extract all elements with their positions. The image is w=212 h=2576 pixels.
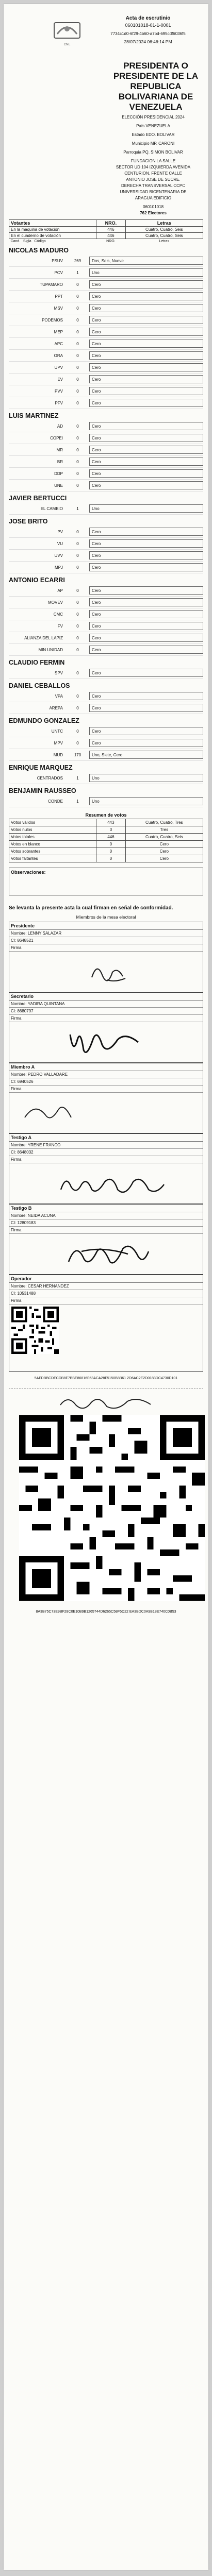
member-name: Nombre: YRENE FRANCO bbox=[9, 1142, 203, 1149]
member-ci: CI: 8648032 bbox=[9, 1149, 203, 1156]
election-name: ELECCIÓN PRESIDENCIAL 2024 bbox=[122, 115, 185, 120]
legal-text: Se levanta la presente acta la cual firman en señal de conformidad. bbox=[9, 905, 173, 911]
party-votes-letters: Cero bbox=[89, 351, 203, 360]
country: País VENEZUELA bbox=[136, 124, 170, 128]
party-code: PSUV bbox=[52, 258, 63, 263]
table-row: En la maquina de votación 446 Cuatro, Cuatro, Seis bbox=[9, 227, 203, 233]
party-votes: 0 bbox=[76, 400, 79, 405]
member-firma-label: Firma bbox=[9, 944, 203, 952]
party-votes-letters: Cero bbox=[89, 528, 203, 536]
party-votes-letters: Uno bbox=[89, 774, 203, 782]
member-role: Testigo A bbox=[9, 1134, 203, 1142]
party-votes-letters: Cero bbox=[89, 340, 203, 348]
party-row bbox=[9, 702, 203, 714]
party-votes: 0 bbox=[76, 471, 79, 476]
header bbox=[4, 4, 208, 61]
acta-datetime: 28/07/2024 06:46:14 PM bbox=[124, 39, 172, 44]
member-testigo-b bbox=[9, 1204, 203, 1275]
qr-code-icon bbox=[11, 1307, 59, 1354]
party-votes-letters: Cero bbox=[89, 469, 203, 478]
party-votes-letters: Cero bbox=[89, 551, 203, 560]
party-row bbox=[9, 397, 203, 409]
party-code: MPV bbox=[54, 740, 63, 745]
signature bbox=[9, 952, 203, 992]
large-qr-code-icon bbox=[19, 1413, 205, 1603]
center-code: 060101018 bbox=[142, 205, 164, 209]
party-row bbox=[9, 772, 203, 784]
party-votes-letters: Cero bbox=[89, 280, 203, 289]
party-row bbox=[9, 632, 203, 644]
party-votes: 269 bbox=[74, 258, 81, 263]
party-votes: 0 bbox=[76, 329, 79, 334]
state: Estado EDO. BOLIVAR bbox=[132, 132, 175, 137]
party-row bbox=[9, 690, 203, 702]
cne-logo bbox=[53, 19, 81, 42]
party-code: UVV bbox=[54, 553, 63, 558]
party-row bbox=[9, 385, 203, 397]
party-row bbox=[9, 480, 203, 492]
party-code: PVV bbox=[54, 388, 63, 394]
party-votes: 0 bbox=[76, 423, 79, 429]
party-row bbox=[9, 620, 203, 632]
member-name: Nombre: CESAR HERNANDEZ bbox=[9, 1283, 203, 1290]
party-row bbox=[9, 302, 203, 314]
party-votes: 0 bbox=[76, 341, 79, 346]
member-miembro-a bbox=[9, 1063, 203, 1133]
table-row: Votos válidos 443 Cuatro, Cuatro, Tres bbox=[9, 819, 203, 826]
party-votes-letters: Cero bbox=[89, 739, 203, 747]
municipality: Municipio MP. CARONI bbox=[132, 141, 175, 146]
party-row bbox=[9, 644, 203, 656]
party-votes: 0 bbox=[76, 459, 79, 464]
candidate-name: ANTONIO ECARRI bbox=[9, 577, 65, 584]
party-row bbox=[9, 550, 203, 562]
member-firma-label: Firma bbox=[9, 1156, 203, 1163]
member-role: Presidente bbox=[9, 922, 203, 930]
candidate-name: BENJAMIN RAUSSEO bbox=[9, 787, 76, 794]
party-votes-letters: Cero bbox=[89, 610, 203, 618]
table-row: Votos faltantes 0 Cero bbox=[9, 855, 203, 862]
mesa-title: Miembros de la mesa electoral bbox=[76, 914, 136, 920]
observaciones-box: Observaciones: bbox=[9, 868, 203, 895]
party-votes-letters: Cero bbox=[89, 727, 203, 735]
party-code: UPV bbox=[54, 365, 63, 370]
party-row bbox=[9, 255, 203, 267]
acta-number: 060101018-01-1-0001 bbox=[125, 23, 171, 28]
member-ci: CI: 8648521 bbox=[9, 937, 203, 944]
member-ci: CI: 8680797 bbox=[9, 1008, 203, 1015]
party-votes-letters: Cero bbox=[89, 292, 203, 300]
party-votes: 1 bbox=[76, 270, 79, 275]
party-votes-letters: Uno bbox=[89, 504, 203, 513]
party-votes-letters: Cero bbox=[89, 586, 203, 595]
party-row bbox=[9, 503, 203, 515]
party-code: MIN UNIDAD bbox=[38, 647, 63, 652]
party-votes-letters: Cero bbox=[89, 634, 203, 642]
party-code: MPJ bbox=[55, 565, 63, 570]
party-code: ORA bbox=[54, 353, 63, 358]
party-votes-letters: Cero bbox=[89, 328, 203, 336]
party-code: VU bbox=[57, 541, 63, 546]
party-row bbox=[9, 267, 203, 279]
party-votes-letters: Uno, Siete, Cero bbox=[89, 751, 203, 759]
party-votes-letters: Cero bbox=[89, 598, 203, 606]
party-votes: 0 bbox=[76, 282, 79, 287]
party-votes: 0 bbox=[76, 647, 79, 652]
party-row bbox=[9, 420, 203, 432]
resumen-table bbox=[9, 819, 203, 862]
acta-paper bbox=[4, 4, 208, 2570]
party-code: SPV bbox=[54, 670, 63, 675]
party-code: EL CAMBIO bbox=[40, 506, 63, 511]
party-votes: 0 bbox=[76, 447, 79, 452]
party-code: UNE bbox=[54, 483, 63, 488]
party-code: CMC bbox=[53, 612, 63, 617]
party-votes-letters: Cero bbox=[89, 646, 203, 654]
member-firma-label: Firma bbox=[9, 1015, 203, 1022]
member-role: Operador bbox=[9, 1275, 203, 1283]
party-code: ALIANZA DEL LAPIZ bbox=[24, 635, 63, 640]
party-votes-letters: Cero bbox=[89, 539, 203, 548]
party-votes: 0 bbox=[76, 553, 79, 558]
party-votes-letters: Cero bbox=[89, 457, 203, 466]
party-votes: 0 bbox=[76, 670, 79, 675]
votantes-table: Votantes NRO. Letras En la maquina de votación 446 Cuatro, Cuatro, Seis En el cuaderno de votación 446 Cuatro, Cuatro, Seis Cand. Sigla Código NRO. Letras bbox=[9, 219, 203, 244]
candidate-name: NICOLAS MADURO bbox=[9, 247, 69, 254]
party-votes: 0 bbox=[76, 353, 79, 358]
member-secretario bbox=[9, 992, 203, 1063]
party-row bbox=[9, 725, 203, 737]
party-votes: 170 bbox=[74, 752, 81, 757]
party-code: MEP bbox=[54, 329, 63, 334]
party-row bbox=[9, 585, 203, 597]
party-code: PPT bbox=[55, 294, 63, 299]
center-name: FUNDACION LA SALLE SECTOR UD 104 IZQUIERDA AVENIDA CENTURION. FRENTE CALLE ANTONIO JOSE DE SUCRE. DERECHA TRANSVERSAL CCPC UNIVERSIDAD BICENTENARIA DE ARAGUA EDIFICIO bbox=[116, 159, 191, 200]
party-row bbox=[9, 468, 203, 480]
electores: 762 Electores bbox=[140, 211, 167, 215]
table-row: Votos totales 446 Cuatro, Cuatro, Seis bbox=[9, 834, 203, 841]
party-code: COPEI bbox=[50, 435, 63, 440]
party-code: AREPA bbox=[49, 705, 63, 710]
party-votes: 0 bbox=[76, 565, 79, 570]
party-code: FV bbox=[57, 623, 63, 629]
hash-1: 5AFDBBCDECDB8F7BBE86816F63ACA28F5150B8B61 2D6AC2E2D0183DC4730D101 bbox=[34, 1377, 178, 1380]
member-testigo-a bbox=[9, 1133, 203, 1204]
party-votes-letters: Cero bbox=[89, 434, 203, 442]
acta-label: Acta de escrutinio bbox=[125, 15, 171, 21]
party-code: PV bbox=[57, 529, 63, 534]
party-votes: 1 bbox=[76, 799, 79, 804]
party-votes: 1 bbox=[76, 775, 79, 781]
party-row bbox=[9, 432, 203, 444]
party-votes-letters: Cero bbox=[89, 692, 203, 700]
party-code: EV bbox=[57, 377, 63, 382]
candidate-name: CLAUDIO FERMIN bbox=[9, 659, 65, 666]
table-row: Votos en blanco 0 Cero bbox=[9, 841, 203, 848]
party-row bbox=[9, 374, 203, 385]
party-row bbox=[9, 279, 203, 291]
party-row bbox=[9, 749, 203, 761]
party-votes-letters: Cero bbox=[89, 422, 203, 430]
acta-codes: 7734c1d0-6f29-4b60-a7bd-695cdf6036f5 bbox=[110, 31, 186, 36]
party-votes-letters: Cero bbox=[89, 563, 203, 571]
candidate-name: EDMUNDO GONZALEZ bbox=[9, 717, 79, 724]
party-votes: 1 bbox=[76, 506, 79, 511]
party-votes: 0 bbox=[76, 612, 79, 617]
candidates-list bbox=[9, 247, 203, 807]
party-votes: 0 bbox=[76, 705, 79, 710]
party-code: AP bbox=[57, 588, 63, 593]
party-code: AD bbox=[57, 423, 63, 429]
party-votes: 0 bbox=[76, 623, 79, 629]
party-votes: 0 bbox=[76, 306, 79, 311]
parish: Parroquia PQ. SIMON BOLIVAR bbox=[123, 150, 183, 155]
logo-text: CNE bbox=[63, 43, 71, 46]
table-row: Votos sobrantes 0 Cero bbox=[9, 848, 203, 855]
candidate-name: ENRIQUE MARQUEZ bbox=[9, 764, 73, 771]
member-role: Testigo B bbox=[9, 1205, 203, 1212]
party-row bbox=[9, 314, 203, 326]
party-votes: 0 bbox=[76, 483, 79, 488]
member-operador bbox=[9, 1275, 203, 1372]
party-votes-letters: Cero bbox=[89, 316, 203, 324]
party-row bbox=[9, 350, 203, 362]
candidate-name: DANIEL CEBALLOS bbox=[9, 682, 70, 689]
party-row bbox=[9, 456, 203, 468]
party-votes: 0 bbox=[76, 740, 79, 745]
party-code: PODEMOS bbox=[42, 317, 63, 323]
party-votes-letters: Cero bbox=[89, 399, 203, 407]
party-votes-letters: Uno bbox=[89, 268, 203, 277]
party-votes-letters: Cero bbox=[89, 704, 203, 712]
party-row bbox=[9, 608, 203, 620]
party-votes: 0 bbox=[76, 693, 79, 699]
member-ci: CI: 6940526 bbox=[9, 1078, 203, 1086]
signature bbox=[9, 1304, 203, 1371]
member-name: Nombre: YADIRA QUINTANA bbox=[9, 1001, 203, 1008]
party-row bbox=[9, 737, 203, 749]
party-code: MUD bbox=[53, 752, 63, 757]
party-row bbox=[9, 291, 203, 302]
member-ci: CI: 10531488 bbox=[9, 1290, 203, 1297]
party-votes: 0 bbox=[76, 635, 79, 640]
party-row bbox=[9, 526, 203, 538]
table-row: En el cuaderno de votación 446 Cuatro, Cuatro, Seis bbox=[9, 233, 203, 239]
party-votes-letters: Dos, Seis, Nueve bbox=[89, 257, 203, 265]
party-votes: 0 bbox=[76, 435, 79, 440]
party-votes-letters: Cero bbox=[89, 363, 203, 371]
party-votes: 0 bbox=[76, 728, 79, 734]
party-votes-letters: Cero bbox=[89, 622, 203, 630]
resumen-title: Resumen de votos bbox=[85, 812, 127, 818]
party-code: MSV bbox=[54, 306, 63, 311]
party-votes-letters: Cero bbox=[89, 375, 203, 383]
party-code: BR bbox=[57, 459, 63, 464]
party-votes-letters: Cero bbox=[89, 387, 203, 395]
signature bbox=[9, 1234, 203, 1274]
signature bbox=[9, 1163, 203, 1204]
party-code: CENTRADOS bbox=[37, 775, 63, 781]
party-code: APC bbox=[54, 341, 63, 346]
member-presidente bbox=[9, 922, 203, 992]
member-ci: CI: 12809183 bbox=[9, 1219, 203, 1227]
party-votes: 0 bbox=[76, 377, 79, 382]
party-row bbox=[9, 338, 203, 350]
party-row bbox=[9, 326, 203, 338]
party-votes: 0 bbox=[76, 317, 79, 323]
party-code: CONDE bbox=[48, 799, 63, 804]
member-firma-label: Firma bbox=[9, 1297, 203, 1304]
party-votes-letters: Uno bbox=[89, 797, 203, 805]
party-code: PCV bbox=[54, 270, 63, 275]
hash-2: 8A3B75C73E9BF28C0E10B9B1265744D6265C58F5D22 EA3BDC0A9B18E740C0B53 bbox=[36, 1610, 176, 1614]
party-code: MR bbox=[56, 447, 63, 452]
party-votes-letters: Cero bbox=[89, 669, 203, 677]
party-row bbox=[9, 444, 203, 456]
party-votes: 0 bbox=[76, 600, 79, 605]
party-votes: 0 bbox=[76, 294, 79, 299]
candidate-name: LUIS MARTINEZ bbox=[9, 412, 59, 419]
party-code: TUPAMARO bbox=[40, 282, 63, 287]
candidate-name: JAVIER BERTUCCI bbox=[9, 495, 67, 502]
party-votes: 0 bbox=[76, 365, 79, 370]
member-name: Nombre: NEIDA ACUNA bbox=[9, 1212, 203, 1219]
party-code: VPA bbox=[55, 693, 63, 699]
tear-stub bbox=[9, 1388, 203, 1605]
party-row bbox=[9, 597, 203, 608]
party-row bbox=[9, 795, 203, 807]
party-code: DDP bbox=[54, 471, 63, 476]
party-code: UNTC bbox=[51, 728, 63, 734]
election-info bbox=[107, 114, 200, 216]
member-role: Secretario bbox=[9, 993, 203, 1001]
member-name: Nombre: PEDRO VALLADARE bbox=[9, 1071, 203, 1078]
signature bbox=[9, 1022, 203, 1062]
operator-signature bbox=[55, 1392, 158, 1413]
party-votes: 0 bbox=[76, 388, 79, 394]
party-votes: 0 bbox=[76, 541, 79, 546]
table-row: Votos nulos 3 Tres bbox=[9, 826, 203, 834]
party-votes-letters: Cero bbox=[89, 304, 203, 312]
party-code: MOVEV bbox=[48, 600, 63, 605]
page-title: PRESIDENTA O PRESIDENTE DE LA REPUBLICA BOLIVARIANA DE VENEZUELA bbox=[113, 61, 199, 112]
party-row bbox=[9, 362, 203, 374]
party-votes-letters: Cero bbox=[89, 481, 203, 489]
party-votes: 0 bbox=[76, 588, 79, 593]
party-row bbox=[9, 538, 203, 550]
party-votes-letters: Cero bbox=[89, 446, 203, 454]
party-votes: 0 bbox=[76, 529, 79, 534]
party-row bbox=[9, 667, 203, 679]
member-role: Miembro A bbox=[9, 1063, 203, 1071]
member-firma-label: Firma bbox=[9, 1227, 203, 1234]
candidate-name: JOSE BRITO bbox=[9, 518, 48, 525]
member-name: Nombre: LENNY SALAZAR bbox=[9, 930, 203, 937]
party-code: PFV bbox=[55, 400, 63, 405]
member-firma-label: Firma bbox=[9, 1086, 203, 1093]
party-row bbox=[9, 562, 203, 573]
signature bbox=[9, 1093, 203, 1133]
